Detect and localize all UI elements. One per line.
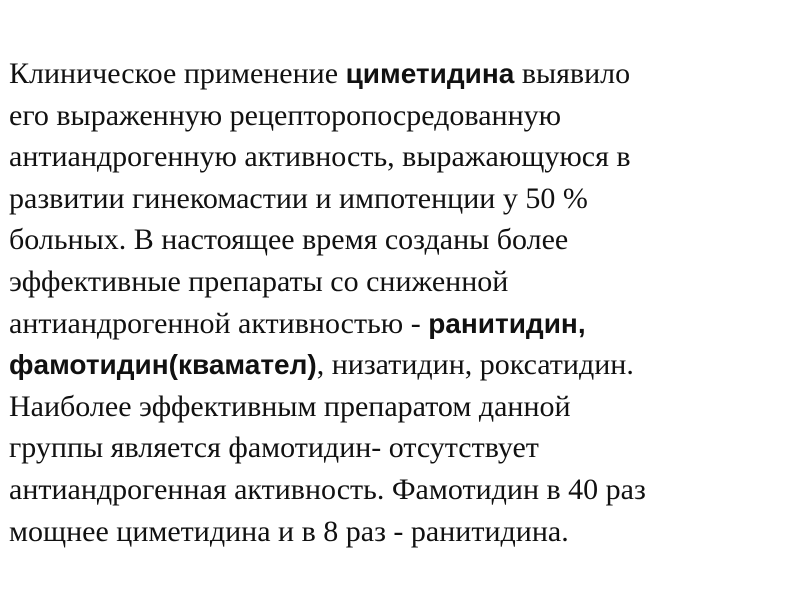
paragraph-line: эффективные препараты со сниженной [9,264,509,298]
paragraph-line: группы является фамотидин- отсутствует [9,431,539,465]
paragraph-line [9,344,789,386]
paragraph-line: антиандрогенная активность. Фамотидин в 40 раз [9,472,646,506]
paragraph-line: антиандрогенную активность, выражающуюся в [9,140,631,174]
drug-name-cimetidine: циметидина [345,58,515,89]
text-run: антиандрогенной активностью - [9,306,429,340]
paragraph-line: Наиболее эффективным препаратом данной [9,389,571,423]
drug-name-famotidine: фамотидин(квамател) [9,349,317,381]
text-run: , низатидин, роксатидин. [316,348,634,382]
paragraph-line: его выраженную рецепторопосредованную [9,98,562,132]
drug-name-ranitidine: ранитидин, [428,307,586,339]
paragraph-line: развитии гинекомастии и импотенции у 50 % [9,181,588,215]
text-run: выявило [514,57,631,90]
paragraph-line [9,53,789,95]
paragraph-line: больных. В настоящее время созданы более [9,223,569,257]
text-run: Клиническое применение [9,57,346,90]
paragraph-line [9,303,789,345]
paragraph-line: мощнее циметидина и в 8 раз - ранитидина. [9,514,569,548]
main-paragraph [9,53,789,552]
